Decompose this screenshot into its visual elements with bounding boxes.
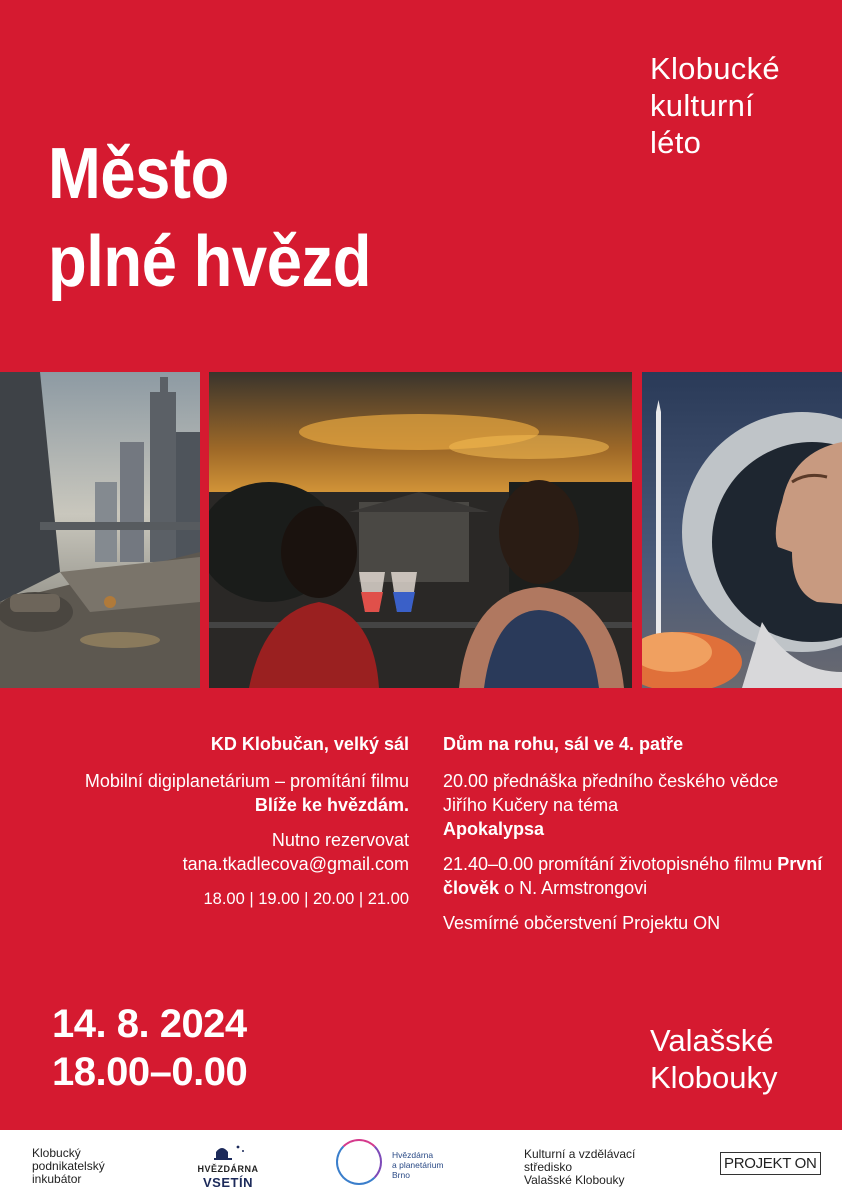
- sponsor3-line1: Hvězdárna: [392, 1150, 434, 1160]
- screening-times: 18.00 | 19.00 | 20.00 | 21.00: [203, 890, 409, 908]
- venue-dum-na-rohu: Dům na rohu, sál ve 4. patře: [443, 734, 684, 754]
- sponsor1-line1: Klobucký: [32, 1146, 81, 1160]
- screening-prefix: 21.40–0.00 promítání životopisného filmu: [443, 854, 773, 874]
- sponsor4-line3: Valašské Klobouky: [524, 1173, 625, 1187]
- lecture-topic: Apokalypsa: [443, 819, 545, 839]
- town-line-1: Valašské: [650, 1023, 774, 1058]
- sponsor-inkubator-logo: [32, 1147, 105, 1186]
- sponsor2-bottom: VSETÍN: [203, 1175, 253, 1190]
- lecture-description: [443, 769, 823, 841]
- lecture-info: [443, 732, 823, 946]
- sponsor-footer: [0, 1130, 842, 1200]
- festival-brand: [650, 50, 780, 161]
- event-date: 14. 8. 2024: [52, 1002, 247, 1046]
- photo-sunset-toast: [209, 372, 632, 688]
- film-screening: [443, 852, 823, 900]
- sponsor2-top: HVĚZDÁRNA: [197, 1164, 259, 1174]
- sponsor4-line2: středisko: [524, 1160, 573, 1174]
- town-line-2: Klobouky: [650, 1060, 778, 1095]
- planetarium-description: [40, 769, 409, 817]
- sponsor1-line3: inkubátor: [32, 1172, 82, 1186]
- brand-line-3: léto: [650, 125, 702, 160]
- planetarium-description-text: Mobilní digiplanetárium – promítání filmu: [84, 771, 409, 791]
- sponsor3-line3: Brno: [392, 1170, 410, 1180]
- sponsor1-line2: podnikatelský: [32, 1159, 105, 1173]
- lecture-text: 20.00 přednáška předního českého vědce Jiřího Kučery na téma: [443, 771, 779, 815]
- refreshments: Vesmírné občerstvení Projektu ON: [443, 913, 721, 933]
- reservation-note: [40, 828, 409, 876]
- poster-title: [48, 130, 371, 306]
- event-datetime: [52, 1000, 247, 1096]
- film-title-prvni-clovek: První člověk: [443, 854, 823, 898]
- venue-klobucan: KD Klobučan, velký sál: [210, 734, 409, 754]
- sponsor-hvezdarna-brno-logo: [336, 1136, 496, 1192]
- sponsor-projekt-on-logo: PROJEKT ON: [720, 1152, 821, 1175]
- film-title-bliz: Blíže ke hvězdám.: [254, 795, 409, 815]
- photo-astronaut: [642, 372, 842, 688]
- sponsor-kvs-logo: [524, 1148, 635, 1187]
- sponsor4-line1: Kulturní a vzdělávací: [524, 1147, 636, 1161]
- sponsor3-line2: a planetárium: [392, 1160, 444, 1170]
- reservation-label: Nutno rezervovat: [271, 830, 409, 850]
- reservation-email[interactable]: tana.tkadlecova@gmail.com: [182, 854, 409, 874]
- planetarium-info: [40, 732, 409, 922]
- photo-ruined-city: [0, 372, 200, 688]
- sponsor-hvezdarna-vsetin-logo: [193, 1144, 263, 1189]
- planetarium-ring-icon: [336, 1139, 382, 1185]
- town-name: [650, 1022, 778, 1096]
- observatory-icon: [208, 1144, 248, 1160]
- title-line-1: Město: [48, 134, 229, 214]
- screening-suffix: o N. Armstrongovi: [504, 878, 648, 898]
- brand-line-1: Klobucké: [650, 51, 780, 86]
- brand-line-2: kulturní: [650, 88, 755, 123]
- event-time: 18.00–0.00: [52, 1050, 248, 1094]
- title-line-2: plné hvězd: [48, 222, 372, 302]
